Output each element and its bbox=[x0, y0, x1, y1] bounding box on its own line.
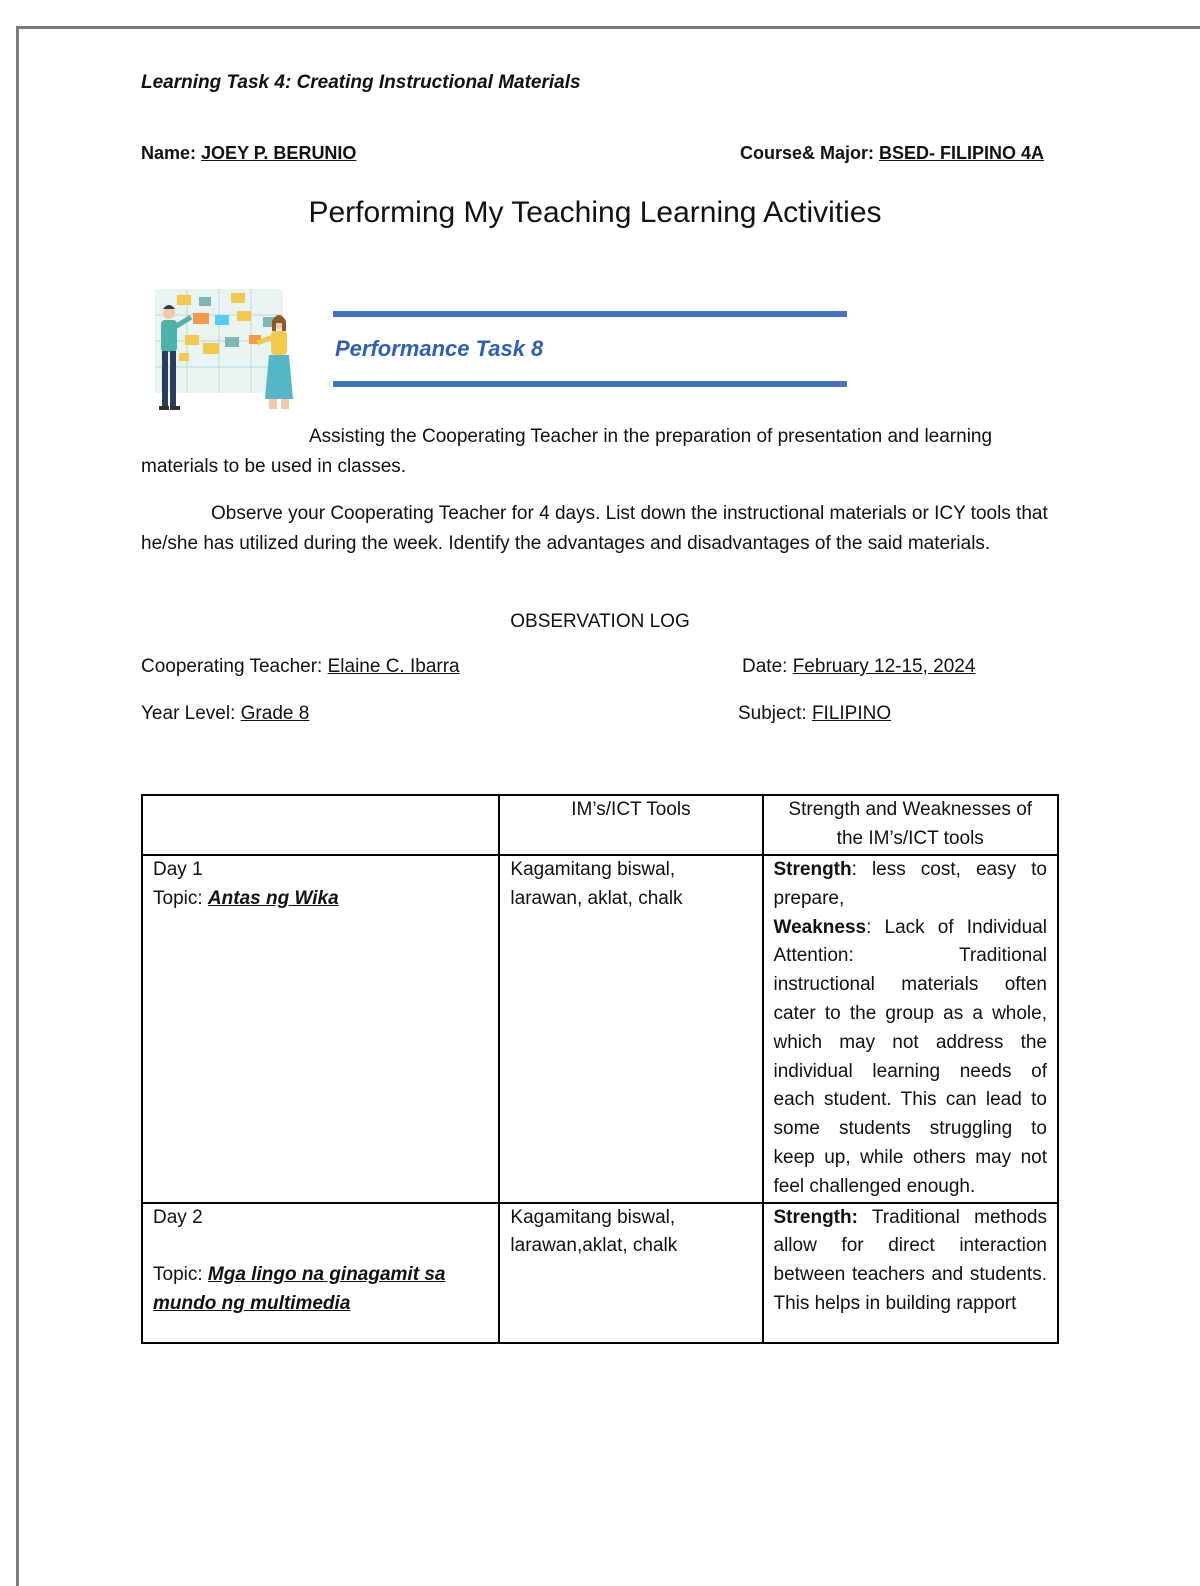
year-level-label: Year Level: bbox=[141, 703, 236, 724]
day-label: Day 2 bbox=[153, 1206, 203, 1228]
strength-label: Strength: bbox=[773, 1206, 858, 1228]
table-header-cell: IM’s/ICT Tools bbox=[499, 795, 762, 855]
page-title: Performing My Teaching Learning Activities bbox=[308, 196, 882, 229]
topic-value: Mga lingo na ginagamit sa mundo ng multimedia bbox=[153, 1264, 446, 1314]
name-row bbox=[141, 143, 356, 164]
weakness-label: Weakness bbox=[773, 916, 867, 938]
decorative-rule-top bbox=[333, 311, 847, 317]
topic-line bbox=[153, 1261, 488, 1319]
topic-label: Topic: bbox=[153, 887, 203, 909]
instructions-paragraph: Observe your Cooperating Teacher for 4 days. List down the instructional materials or ICY tools that he/she has utilized during the week. Identify the advantages and disadvantages of the said materials. bbox=[141, 503, 1048, 554]
table-row bbox=[142, 855, 1058, 1203]
tools-cell: Kagamitang biswal, larawan, aklat, chalk bbox=[499, 855, 762, 1203]
table-header-cell bbox=[142, 795, 499, 855]
table-header-cell: Strength and Weaknesses of the IM’s/ICT tools bbox=[763, 795, 1059, 855]
cooperating-teacher-value: Elaine C. Ibarra bbox=[327, 656, 460, 677]
weakness-text: : Lack of Individual Attention: Traditional instructional materials often cater to the group as a whole, which may not address the individual learning needs of each student. This can lead to some students struggling to keep up, while others may not feel challenged enough. bbox=[773, 916, 1047, 1197]
task-title: Learning Task 4: Creating Instructional Materials bbox=[141, 72, 581, 93]
table-row bbox=[142, 1203, 1058, 1343]
table-header-row bbox=[142, 795, 1058, 855]
weakness-line bbox=[774, 914, 1048, 1202]
date-label: Date: bbox=[742, 656, 788, 677]
strength-line bbox=[774, 856, 1048, 914]
observation-log-table bbox=[141, 794, 1059, 1344]
strength-weakness-cell bbox=[763, 1203, 1059, 1343]
teamwork-board-illustration bbox=[141, 287, 295, 415]
decorative-rule-bottom bbox=[333, 381, 847, 387]
day-cell bbox=[142, 1203, 499, 1343]
course-label: Course& Major: bbox=[740, 143, 875, 163]
performance-task-heading: Performance Task 8 bbox=[335, 336, 544, 361]
topic-line bbox=[153, 885, 488, 914]
name-value: JOEY P. BERUNIO bbox=[201, 143, 357, 163]
topic-value: Antas ng Wika bbox=[207, 887, 339, 909]
year-level-value: Grade 8 bbox=[240, 703, 310, 724]
cooperating-teacher-row bbox=[141, 656, 460, 678]
observation-log-title: OBSERVATION LOG bbox=[510, 611, 690, 632]
year-level-row bbox=[141, 703, 309, 725]
subject-row bbox=[738, 703, 891, 725]
strength-text: : less cost, easy to prepare, bbox=[773, 859, 1047, 909]
tools-cell: Kagamitang biswal, larawan,aklat, chalk bbox=[499, 1203, 762, 1343]
strength-text: Traditional methods allow for direct interaction between teachers and students. This helps in building rapport bbox=[773, 1206, 1047, 1314]
subject-label: Subject: bbox=[738, 703, 807, 724]
date-value: February 12-15, 2024 bbox=[792, 656, 976, 677]
date-row bbox=[742, 656, 975, 678]
course-value: BSED- FILIPINO 4A bbox=[879, 143, 1045, 163]
name-label: Name: bbox=[141, 143, 197, 163]
subject-value: FILIPINO bbox=[811, 703, 892, 724]
strength-label: Strength bbox=[773, 859, 852, 880]
course-row bbox=[740, 143, 1044, 164]
day-label: Day 1 bbox=[153, 859, 203, 880]
topic-label: Topic: bbox=[153, 1264, 203, 1286]
intro-paragraph: Assisting the Cooperating Teacher in the preparation of presentation and learning materials to be used in classes. bbox=[141, 426, 993, 477]
cooperating-teacher-label: Cooperating Teacher: bbox=[141, 656, 323, 677]
strength-weakness-cell bbox=[763, 855, 1059, 1203]
day-cell bbox=[142, 855, 499, 1203]
